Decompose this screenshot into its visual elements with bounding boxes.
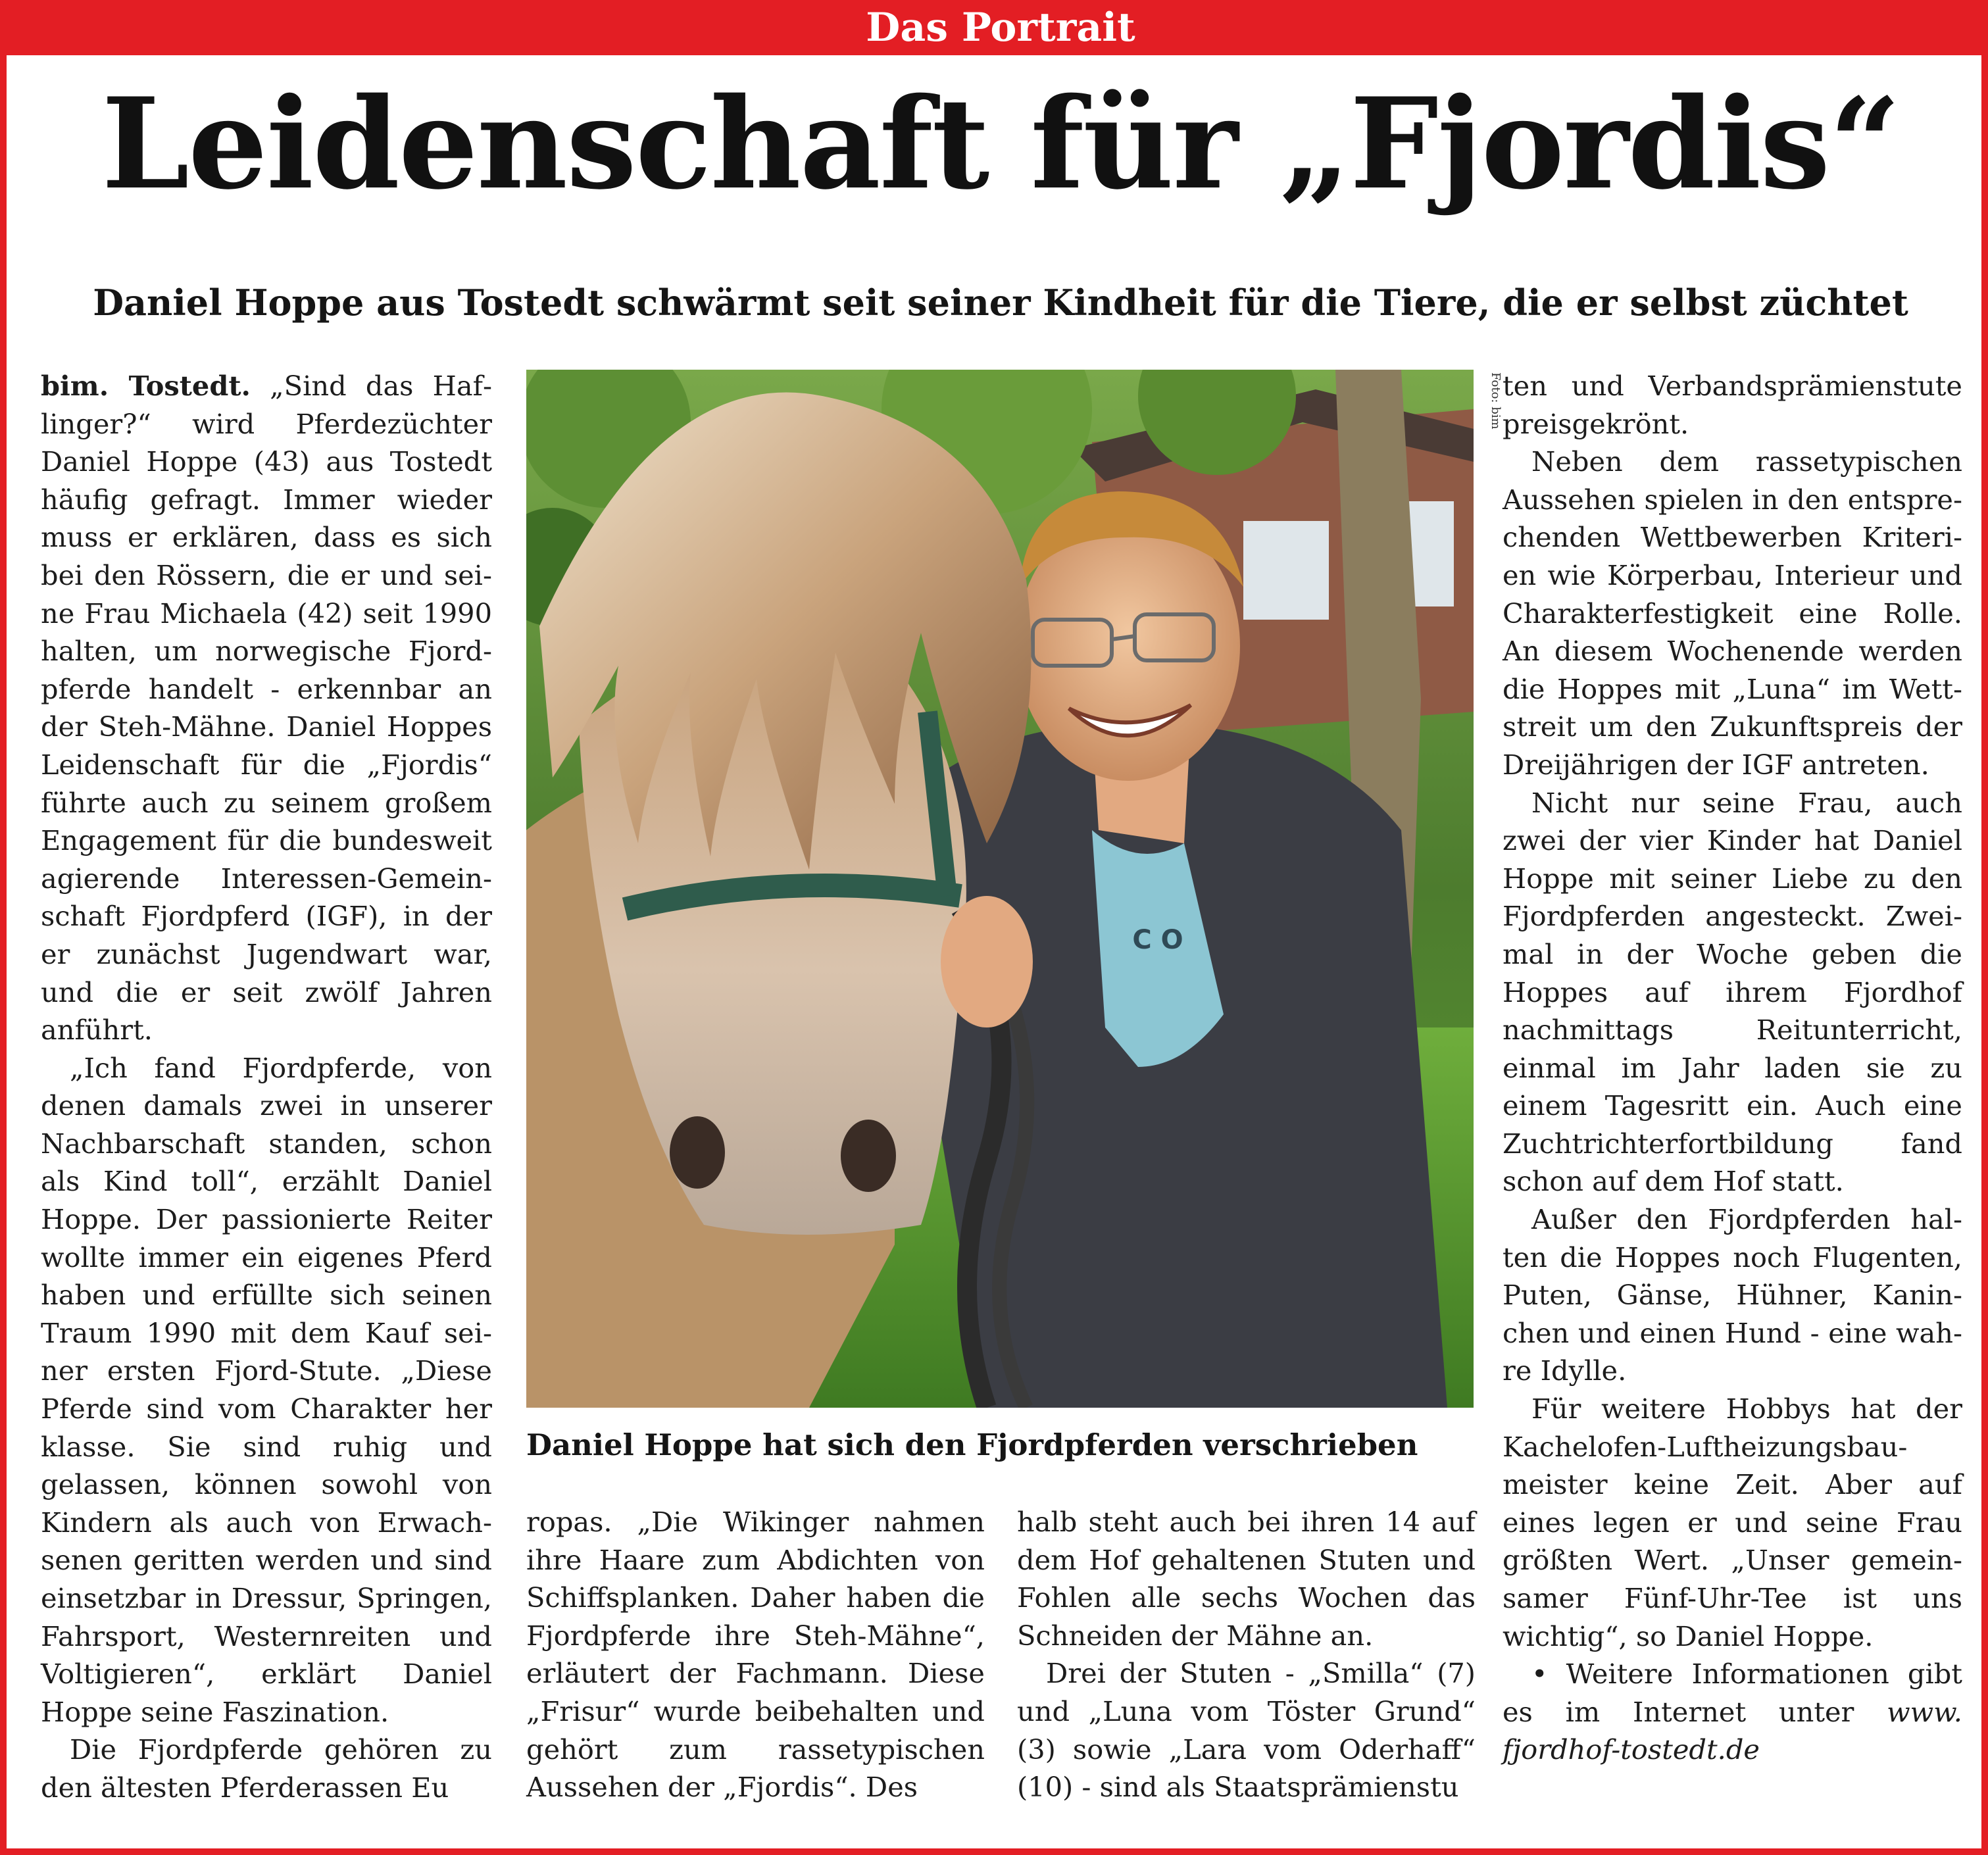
paragraph: Für weitere Hobbys hat der Kachelofen-Luftheizungsbaumeister keine Zeit. Aber auf eines legen er und seine Frau größten Wert. „Unser gemeinsamer Fünf-Uhr-Tee ist uns wichtig“, so Daniel Hoppe. (1503, 1393, 1962, 1652)
subheadline: Daniel Hoppe aus Tostedt schwärmt seit seiner Kindheit für die Tiere, die er selbst züchtet (93, 282, 1908, 324)
paragraph: ten und Verbandsprämienstute preisgekrönt. (1503, 370, 1962, 440)
photo-caption: Daniel Hoppe hat sich den Fjordpferden verschrieben (526, 1427, 1418, 1462)
photo-credit: Foto: bim (1489, 372, 1503, 430)
paragraph: Die Fjordpferde gehören zu den ältesten Pferderassen Eu (41, 1733, 492, 1804)
article-photo (526, 370, 1474, 1408)
paragraph: Drei der Stuten - „Smilla“ (7) und „Luna vom Töster Grund“ (3) sowie „Lara vom Oderhaff“ (10) - sind als Staatsprämienstu (1017, 1657, 1476, 1804)
headline: Leidenschaft für „Fjordis“ (101, 70, 1900, 217)
paragraph: Außer den Fjordpferden halten die Hoppes noch Flugenten, Puten, Gänse, Hühner, Kaninchen und einen Hund - eine wahre Idylle. (1503, 1203, 1962, 1387)
dateline: bim. Tostedt. (41, 370, 251, 402)
website-link[interactable]: www. fjordhof-tostedt.de (1503, 1695, 1962, 1766)
intro-text: „Sind das Haflinger?“ wird Pferdezüchter Daniel Hoppe (43) aus Tostedt häufig gefragt. Immer wieder muss er erklären, dass es sich bei den Rössern, die er und seine Frau Michaela (42) seit 1990 halten, um norwegische Fjordpferde handelt - erkennbar an der Steh-Mähne. Daniel Hoppes Leidenschaft für die „Fjordis“ führte auch zu seinem großem Engagement für die bundesweit agierende Interessen-Gemeinschaft Fjordpferd (IGF), in der er zunächst Jugendwart war, und die er seit zwölf Jahren anführt. (41, 370, 493, 1047)
paragraph: Neben dem rassetypischen Aussehen spielen in den entsprechenden Wettbewerben Kriterien wie Körperbau, Interieur und Charakterfestigkeit eine Rolle. An diesem Wochenende werden die Hoppes mit „Luna“ im Wettstreit um den Zukunftspreis der Dreijährigen der IGF antreten. (1503, 445, 1962, 781)
info-text: • Weitere Informationen gibt es im Internet unter (1503, 1658, 1962, 1728)
section-label: Das Portrait (866, 5, 1135, 51)
paragraph-intro (41, 367, 492, 1049)
article-column-2 (526, 1503, 985, 1806)
paragraph: „Ich fand Fjordpferde, von denen damals zwei in unserer Nachbarschaft standen, schon als Kind toll“, erzählt Daniel Hoppe. Der passionierte Reiter wollte immer ein eigenes Pferd haben und erfüllte sich seinen Traum 1990 mit dem Kauf seiner ersten Fjord-Stute. „Diese Pferde sind vom Charakter her klasse. Sie sind ruhig und gelassen, können sowohl von Kindern als auch von Erwachsenen geritten werden und sind einsetzbar in Dressur, Springen, Fahrsport, Westernreiten und Voltigieren“, erklärt Daniel Hoppe seine Faszination. (41, 1051, 492, 1728)
paragraph: halb steht auch bei ihren 14 auf dem Hof gehaltenen Stuten und Fohlen alle sechs Wochen das Schneiden der Mähne an. (1017, 1506, 1476, 1652)
paragraph: ropas. „Die Wikinger nahmen ihre Haare zum Abdichten von Schiffsplanken. Daher haben die Fjordpferde ihre Steh-Mähne“, erläutert der Fachmann. Diese „Frisur“ wurde beibehalten und gehört zum rassetypischen Aussehen der „Fjordis“. Des (526, 1506, 985, 1804)
article-column-3 (1017, 1503, 1476, 1806)
article-column-4 (1503, 367, 1962, 1769)
paragraph: Nicht nur seine Frau, auch zwei der vier Kinder hat Daniel Hoppe mit seiner Liebe zu den Fjordpferden angesteckt. Zweimal in der Woche geben die Hoppes auf ihrem Fjordhof nachmittags Reitunterricht, einmal im Jahr laden sie zu einem Tagesritt ein. Auch eine Zuchtrichterfortbildung fand schon auf dem Hof statt. (1503, 786, 1962, 1198)
shirt-print: C O (1132, 925, 1183, 955)
info-paragraph (1503, 1655, 1962, 1769)
article-column-1 (41, 367, 492, 1807)
